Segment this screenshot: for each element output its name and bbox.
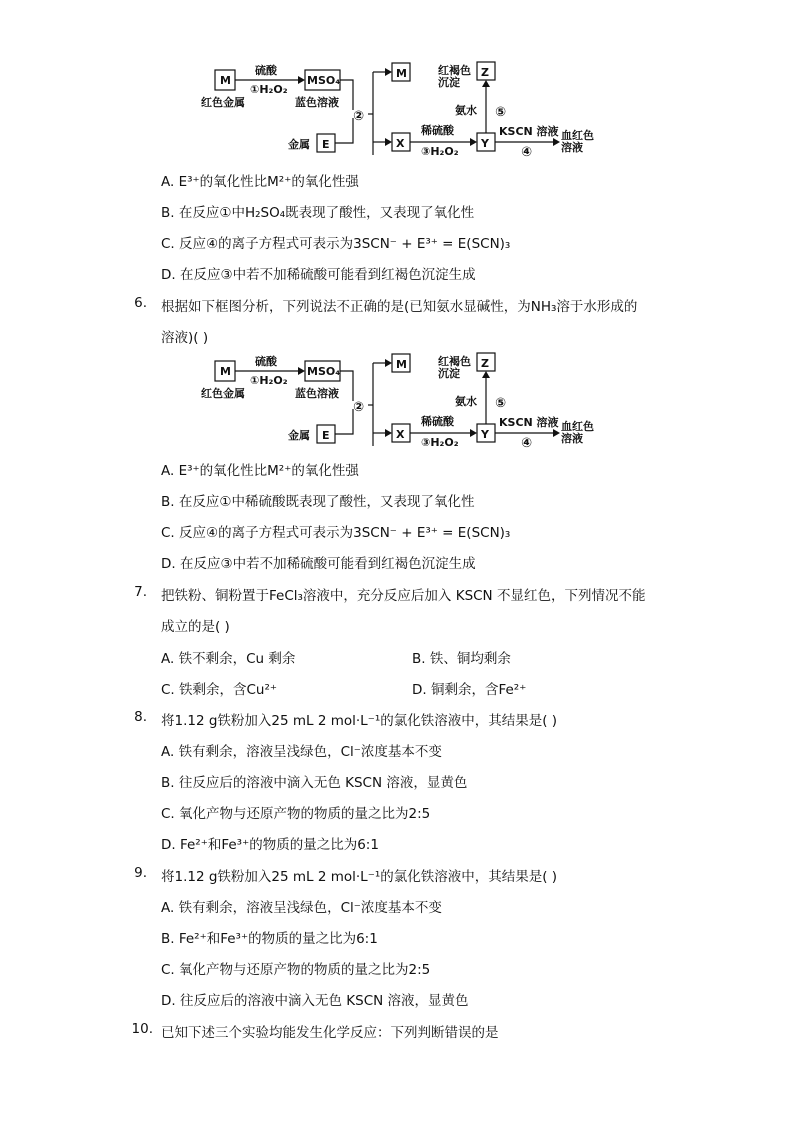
q9-option-b: B. Fe²⁺和Fe³⁺的物质的量之比为6:1 xyxy=(161,931,378,947)
q6-option-c: C. 反应④的离子方程式可表示为3SCN⁻ + E³⁺ = E(SCN)₃ xyxy=(161,525,511,541)
q7-option-c: C. 铁剩余，含Cu²⁺ xyxy=(161,682,278,698)
q7-option-d: D. 铜剩余，含Fe²⁺ xyxy=(412,682,527,698)
box-M2-label: M xyxy=(396,67,407,80)
blue-solution-label: 蓝色溶液 xyxy=(295,96,339,109)
metal-E-label: 金属 xyxy=(288,429,310,442)
q7-stem-line2: 成立的是( ) xyxy=(161,619,230,635)
q7-stem-line1: 把铁粉、铜粉置于FeCl₃溶液中，充分反应后加入 KSCN 不显红色，下列情况不能 xyxy=(161,588,646,604)
q6-stem-line2: 溶液)( ) xyxy=(161,330,209,346)
q10-stem: 已知下述三个实验均能发生化学反应：下列判断错误的是 xyxy=(161,1025,499,1041)
kscn-label: KSCN 溶液 xyxy=(499,416,559,429)
q5-option-a: A. E³⁺的氧化性比M²⁺的氧化性强 xyxy=(161,174,359,190)
step5-label: ⑤ xyxy=(495,396,507,411)
q8-stem: 将1.12 g铁粉加入25 mL 2 mol·L⁻¹的氯化铁溶液中，其结果是( ) xyxy=(161,713,558,729)
step2-label: ② xyxy=(353,109,365,124)
q6-option-b: B. 在反应①中稀硫酸既表现了酸性，又表现了氧化性 xyxy=(161,494,475,510)
red-brown-label-2: 沉淀 xyxy=(438,367,460,380)
sulfuric-acid-label: 硫酸 xyxy=(255,355,277,368)
step4-label: ④ xyxy=(521,436,533,451)
box-E-label: E xyxy=(322,138,330,151)
red-brown-label-2: 沉淀 xyxy=(438,76,460,89)
step2-label: ② xyxy=(353,400,365,415)
q8-option-a: A. 铁有剩余，溶液呈浅绿色，Cl⁻浓度基本不变 xyxy=(161,744,442,760)
step5-label: ⑤ xyxy=(495,105,507,120)
box-M2-label: M xyxy=(396,358,407,371)
q8-number: 8. xyxy=(134,709,147,725)
flow-diagram-svg xyxy=(195,62,615,167)
q7-number: 7. xyxy=(134,584,147,600)
blue-solution-label: 蓝色溶液 xyxy=(295,387,339,400)
q6-stem-line1: 根据如下框图分析，下列说法不正确的是(已知氨水显碱性，为NH₃溶于水形成的 xyxy=(161,299,638,315)
q5-option-d: D. 在反应③中若不加稀硫酸可能看到红褐色沉淀生成 xyxy=(161,267,476,283)
q8-option-b: B. 往反应后的溶液中滴入无色 KSCN 溶液，显黄色 xyxy=(161,775,468,791)
step4-label: ④ xyxy=(521,145,533,160)
dilute-sulfuric-label: 稀硫酸 xyxy=(421,415,454,428)
step1-label: ①H₂O₂ xyxy=(250,374,288,387)
dilute-sulfuric-label: 稀硫酸 xyxy=(421,124,454,137)
red-metal-label: 红色金属 xyxy=(201,387,245,400)
red-brown-label-1: 红褐色 xyxy=(438,355,471,368)
q6-option-a: A. E³⁺的氧化性比M²⁺的氧化性强 xyxy=(161,463,359,479)
box-M-label: M xyxy=(220,74,231,87)
red-brown-label-1: 红褐色 xyxy=(438,64,471,77)
red-metal-label: 红色金属 xyxy=(201,96,245,109)
q9-option-d: D. 往反应后的溶液中滴入无色 KSCN 溶液，显黄色 xyxy=(161,993,469,1009)
flow-diagram-2 xyxy=(195,353,615,458)
q9-stem: 将1.12 g铁粉加入25 mL 2 mol·L⁻¹的氯化铁溶液中，其结果是( ) xyxy=(161,869,558,885)
blood-red-label-2: 溶液 xyxy=(561,432,583,445)
q7-option-b: B. 铁、铜均剩余 xyxy=(412,651,511,667)
blood-red-label-1: 血红色 xyxy=(561,129,594,142)
q6-number: 6. xyxy=(134,295,147,311)
flow-diagram-svg-2 xyxy=(195,353,615,458)
q6-option-d: D. 在反应③中若不加稀硫酸可能看到红褐色沉淀生成 xyxy=(161,556,476,572)
metal-E-label: 金属 xyxy=(288,138,310,151)
q5-option-c: C. 反应④的离子方程式可表示为3SCN⁻ + E³⁺ = E(SCN)₃ xyxy=(161,236,511,252)
box-X-label: X xyxy=(396,137,405,150)
box-Y-label: Y xyxy=(481,428,489,441)
box-X-label: X xyxy=(396,428,405,441)
box-Y-label: Y xyxy=(481,137,489,150)
q9-option-a: A. 铁有剩余，溶液呈浅绿色，Cl⁻浓度基本不变 xyxy=(161,900,442,916)
box-MSO4-label: MSO₄ xyxy=(307,365,341,378)
box-Z-label: Z xyxy=(481,357,489,370)
box-M-label: M xyxy=(220,365,231,378)
q8-option-d: D. Fe²⁺和Fe³⁺的物质的量之比为6:1 xyxy=(161,837,379,853)
ammonia-label: 氨水 xyxy=(455,395,477,408)
q10-number: 10. xyxy=(131,1021,153,1037)
step3-label: ③H₂O₂ xyxy=(421,145,459,158)
box-Z-label: Z xyxy=(481,66,489,79)
step1-label: ①H₂O₂ xyxy=(250,83,288,96)
q9-number: 9. xyxy=(134,865,147,881)
sulfuric-acid-label: 硫酸 xyxy=(255,64,277,77)
box-E-label: E xyxy=(322,429,330,442)
ammonia-label: 氨水 xyxy=(455,104,477,117)
q8-option-c: C. 氧化产物与还原产物的物质的量之比为2:5 xyxy=(161,806,431,822)
step3-label: ③H₂O₂ xyxy=(421,436,459,449)
blood-red-label-2: 溶液 xyxy=(561,141,583,154)
box-MSO4-label: MSO₄ xyxy=(307,74,341,87)
q7-option-a: A. 铁不剩余，Cu 剩余 xyxy=(161,651,296,667)
blood-red-label-1: 血红色 xyxy=(561,420,594,433)
q5-option-b: B. 在反应①中H₂SO₄既表现了酸性，又表现了氧化性 xyxy=(161,205,475,221)
kscn-label: KSCN 溶液 xyxy=(499,125,559,138)
flow-diagram-1 xyxy=(195,62,615,167)
q9-option-c: C. 氧化产物与还原产物的物质的量之比为2:5 xyxy=(161,962,431,978)
